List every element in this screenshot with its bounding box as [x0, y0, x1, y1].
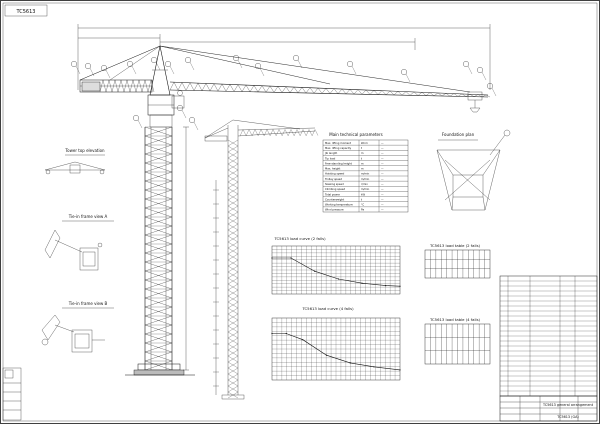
- params-cell-13-1: Pa: [361, 208, 365, 212]
- detail-view-2-title: Tie-in frame view A: [68, 214, 108, 219]
- params-cell-11-0: Counterweight: [325, 198, 345, 202]
- params-cell-1-2: —: [381, 146, 384, 150]
- callout-1: [71, 61, 77, 67]
- callout-8: [233, 55, 239, 61]
- counter-jib: [80, 46, 160, 92]
- params-cell-11-1: t: [361, 198, 363, 202]
- curve-point: [361, 283, 362, 284]
- params-cell-12-2: —: [381, 203, 384, 207]
- curve-point: [385, 285, 386, 286]
- load-table-1: [425, 243, 490, 278]
- load-table-2-title: TC5613 load table (4 falls): [429, 317, 481, 322]
- params-cell-10-0: Total power: [325, 193, 340, 197]
- params-cell-0-2: —: [381, 141, 384, 145]
- load-chart-1: [271, 236, 400, 294]
- curve-point: [399, 286, 400, 287]
- callout-14: [477, 67, 483, 73]
- callout-11: [347, 61, 353, 67]
- callout-16: [133, 115, 139, 121]
- params-cell-0-0: Max. lifting moment: [325, 141, 352, 145]
- detail-view-1: [45, 148, 105, 174]
- params-cell-4-0: Free-standing height: [325, 162, 352, 166]
- left-margin-strip: [3, 368, 21, 420]
- params-cell-2-1: m: [361, 152, 364, 156]
- params-cell-5-2: —: [381, 167, 384, 171]
- callout-5: [151, 57, 157, 63]
- jib-lattice: [170, 82, 490, 97]
- params-cell-8-2: —: [381, 182, 384, 186]
- detail-view-3-title: Tie-in frame view B: [68, 301, 108, 306]
- counterweight-block: [82, 82, 100, 91]
- params-cell-7-1: m/min: [361, 177, 370, 181]
- detail-view-3: [42, 301, 114, 352]
- params-table-title: Main technical parameters: [329, 132, 383, 137]
- tower-height-dimension: [183, 127, 189, 370]
- curve-point: [350, 362, 351, 363]
- params-cell-4-1: m: [361, 162, 364, 166]
- curve-point: [373, 366, 374, 367]
- params-cell-2-0: Jib length: [325, 152, 338, 156]
- curve-point: [302, 339, 303, 340]
- params-cell-3-1: t: [361, 157, 363, 161]
- params-cell-7-2: —: [381, 177, 384, 181]
- load-table-2: [425, 317, 490, 364]
- load-chart-2-title: TC5613 load curve (4 falls): [302, 306, 354, 311]
- callout-2: [85, 63, 91, 69]
- curve-point: [326, 355, 327, 356]
- drawing-stamp: TC5613: [16, 9, 36, 15]
- foundation-view: [437, 130, 510, 210]
- cab-and-slewing: [148, 91, 184, 128]
- params-cell-1-0: Max. lifting capacity: [325, 146, 352, 150]
- params-cell-1-1: t: [361, 146, 363, 150]
- curve-point: [271, 257, 272, 258]
- params-cell-3-0: Tip load: [325, 157, 336, 161]
- curve-point: [338, 278, 339, 279]
- detail-view-2: [45, 214, 114, 270]
- callout-7: [185, 57, 191, 63]
- callout-6: [165, 61, 171, 67]
- foundation-view-title: Foundation plan: [441, 132, 475, 137]
- curve-point: [314, 271, 315, 272]
- params-cell-8-1: r/min: [361, 182, 368, 186]
- params-cell-9-1: m/min: [361, 188, 370, 192]
- crane-view-2: [205, 120, 315, 399]
- title-block: [500, 396, 597, 421]
- curve-point: [271, 333, 272, 334]
- jib-tip: [468, 92, 482, 112]
- params-cell-12-0: Working temperature: [325, 203, 353, 207]
- params-cell-5-1: m: [361, 167, 364, 171]
- drawing-title: TC5613 general arrangement: [542, 403, 594, 407]
- params-cell-2-2: —: [381, 152, 384, 156]
- params-cell-13-0: Wind pressure: [325, 208, 344, 212]
- callout-17: [189, 117, 195, 123]
- params-cell-3-2: —: [381, 157, 384, 161]
- params-cell-13-2: —: [381, 208, 384, 212]
- detail-view-1-title: Tower top elevation: [65, 148, 105, 153]
- params-cell-10-1: kW: [361, 193, 366, 197]
- params-cell-6-1: m/min: [361, 172, 370, 176]
- params-cell-6-0: Hoisting speed: [325, 172, 345, 176]
- params-cell-9-2: —: [381, 188, 384, 192]
- params-cell-5-0: Max. height: [325, 167, 341, 171]
- curve-point: [290, 257, 291, 258]
- load-chart-2: [271, 306, 400, 380]
- parts-list: [500, 276, 597, 396]
- callout-10: [293, 55, 299, 61]
- params-cell-11-2: —: [381, 198, 384, 202]
- load-table-1-title: TC5613 load table (2 falls): [429, 243, 481, 248]
- foundation-callout: [504, 130, 510, 136]
- curve-point: [286, 333, 287, 334]
- crane-view-2-lattice: [213, 130, 318, 399]
- params-cell-10-2: —: [381, 193, 384, 197]
- callout-12: [401, 69, 407, 75]
- params-cell-0-1: kN·m: [361, 141, 368, 145]
- params-cell-9-0: Climbing speed: [325, 188, 346, 192]
- params-cell-4-2: —: [381, 162, 384, 166]
- mast-lattice: [145, 127, 172, 370]
- callout-13: [463, 61, 469, 67]
- params-cell-6-2: —: [381, 172, 384, 176]
- curve-point: [399, 369, 400, 370]
- drawing-number: TC5613 (GA): [557, 415, 579, 419]
- callout-4: [127, 61, 133, 67]
- params-cell-12-1: °C: [361, 203, 365, 207]
- params-table: [323, 132, 408, 212]
- load-chart-1-title: TC5613 load curve (2 falls): [274, 236, 326, 241]
- tower-base: [125, 364, 195, 375]
- params-cell-7-0: Trolley speed: [325, 177, 343, 181]
- params-cell-8-0: Slewing speed: [325, 182, 344, 186]
